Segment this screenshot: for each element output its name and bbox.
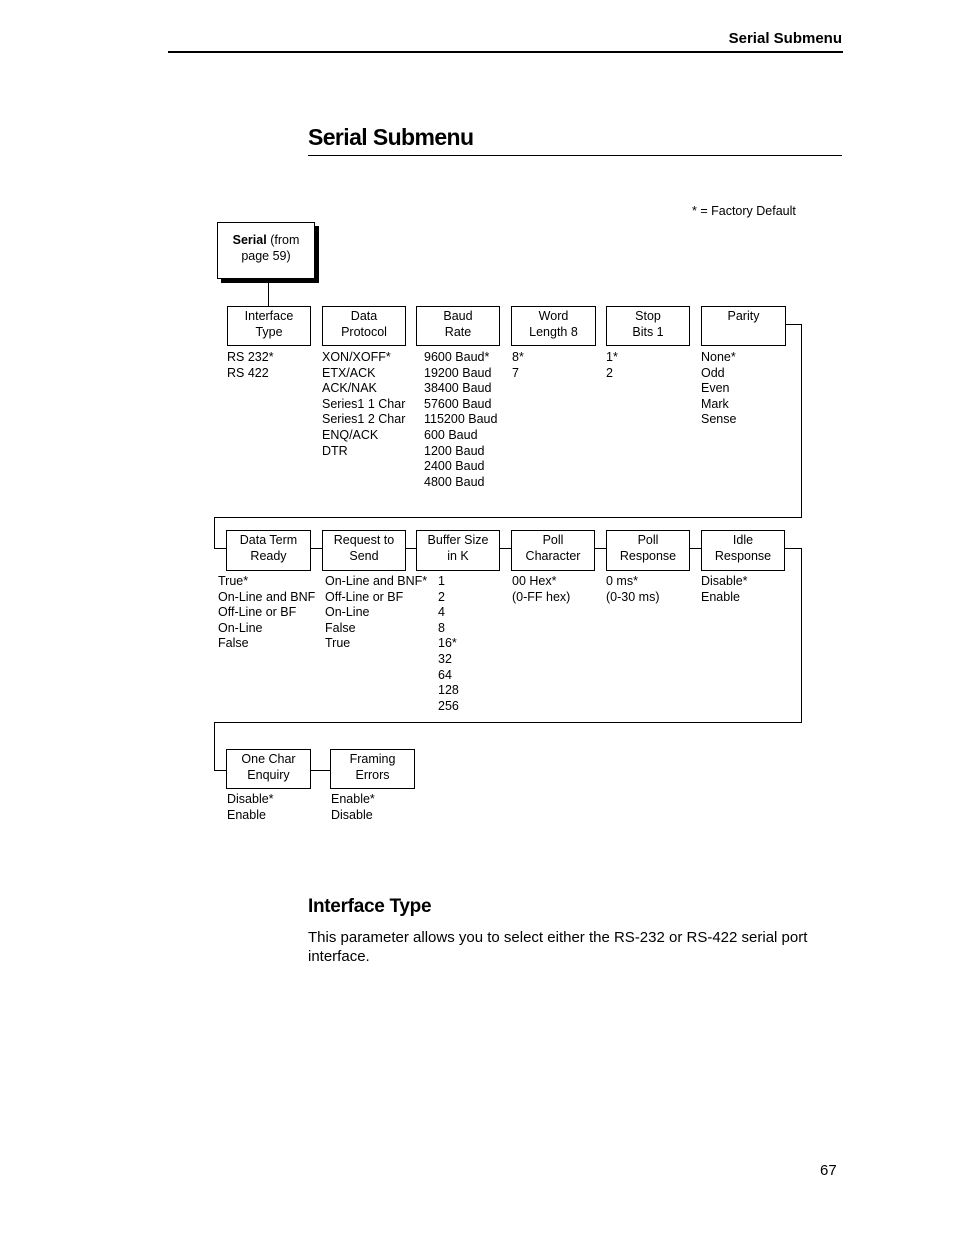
box-label-line: Send [349, 549, 379, 563]
data-term-ready-options [218, 574, 315, 652]
box-label-line: Enquiry [247, 768, 290, 782]
box-label-line: Word [538, 309, 569, 323]
running-header: Serial Submenu [728, 30, 842, 47]
connector-line [214, 770, 226, 771]
parity-box [701, 306, 786, 346]
connector-line [801, 548, 802, 723]
box-label-line: Framing [349, 752, 396, 766]
box-label-line: Parity [727, 309, 760, 323]
box-label-line: Interface [244, 309, 294, 323]
idle-response-box [701, 530, 785, 571]
option-item: Even [701, 381, 730, 396]
option-item: (0-FF hex) [512, 589, 571, 604]
option-item: On-Line and BNF* [325, 574, 428, 588]
request-to-send-options [325, 574, 427, 652]
option-item: Disable* [227, 792, 274, 806]
option-item: On-Line and BNF [218, 589, 316, 604]
option-item: 32 [438, 651, 452, 666]
box-label-line: Poll [542, 533, 564, 547]
box-label-line: Baud [443, 309, 473, 323]
framing-errors-options [331, 792, 375, 823]
option-item: 1 [438, 574, 445, 588]
poll-character-options [512, 574, 570, 605]
poll-response-box [606, 530, 690, 571]
word-length-box [511, 306, 596, 346]
request-to-send-box [322, 530, 406, 571]
header-rule [168, 51, 843, 53]
option-item: 0 ms* [606, 574, 638, 588]
connector-line [311, 770, 330, 771]
title-rule [308, 155, 842, 156]
option-item: 4 [438, 605, 445, 620]
connector-line [268, 283, 269, 306]
box-label-line: Type [255, 325, 283, 339]
section-heading: Interface Type [308, 896, 432, 917]
option-item: 256 [438, 698, 459, 713]
option-item: Series1 2 Char [322, 412, 406, 427]
interface-type-box [227, 306, 311, 346]
option-item: RS 422 [227, 365, 269, 380]
option-item: Disable [331, 807, 373, 822]
baud-rate-box [416, 306, 500, 346]
data-protocol-options [322, 350, 405, 459]
connector-line [214, 722, 215, 771]
option-item: 2 [606, 365, 613, 380]
option-item: 8 [438, 620, 445, 635]
box-label-line: Request to [333, 533, 395, 547]
serial-root-box [217, 222, 315, 279]
option-item: False [218, 636, 249, 651]
poll-response-options [606, 574, 659, 605]
parity-options [701, 350, 736, 428]
interface-type-options [227, 350, 274, 381]
box-label-line: Buffer Size [427, 533, 489, 547]
connector-line [406, 548, 416, 549]
option-item: 1* [606, 350, 618, 364]
box-label-line: Rate [444, 325, 472, 339]
factory-default-note: * = Factory Default [692, 204, 796, 218]
box-label-line: Response [714, 549, 772, 563]
box-label-line: Character [525, 549, 581, 563]
one-char-enquiry-box [226, 749, 311, 789]
option-item: 00 Hex* [512, 574, 557, 588]
option-item: Off-Line or BF [218, 605, 297, 620]
option-item: 1200 Baud [424, 443, 485, 458]
option-item: 8* [512, 350, 524, 364]
option-item: Mark [701, 396, 729, 411]
stop-bits-options [606, 350, 618, 381]
buffer-size-options [438, 574, 459, 714]
option-item: RS 232* [227, 350, 274, 364]
connector-line [786, 324, 802, 325]
connector-line [214, 517, 215, 549]
box-label-line: One Char [241, 752, 296, 766]
one-char-enquiry-options [227, 792, 274, 823]
box-label-line: Errors [355, 768, 390, 782]
option-item: 2 [438, 589, 445, 604]
box-label-line: Data [350, 309, 378, 323]
option-item: Disable* [701, 574, 748, 588]
option-item: Enable [701, 589, 740, 604]
root-subtitle: (from page 59) [241, 233, 300, 263]
word-length-options [512, 350, 524, 381]
option-item: Off-Line or BF [325, 589, 404, 604]
option-item: Enable [227, 807, 266, 822]
connector-line [214, 517, 802, 518]
option-item: DTR [322, 443, 348, 458]
option-item: ENQ/ACK [322, 427, 379, 442]
connector-line [311, 548, 322, 549]
option-item: 16* [438, 636, 457, 651]
option-item: On-Line [218, 620, 263, 635]
option-item: 9600 Baud* [424, 350, 490, 364]
option-item: ACK/NAK [322, 381, 377, 396]
box-label-line: Ready [250, 549, 287, 563]
connector-line [500, 548, 511, 549]
box-label-line: Length 8 [529, 325, 578, 339]
option-item: Odd [701, 365, 725, 380]
box-label-line: in K [447, 549, 469, 563]
option-item: True* [218, 574, 249, 588]
data-protocol-box [322, 306, 406, 346]
page-number: 67 [820, 1162, 837, 1179]
option-item: Series1 1 Char [322, 396, 406, 411]
option-item: On-Line [325, 605, 370, 620]
option-item: True [325, 636, 351, 651]
baud-rate-options [424, 350, 497, 490]
box-label-line: Response [619, 549, 677, 563]
option-item: 64 [438, 667, 452, 682]
box-label-line: Poll [637, 533, 659, 547]
option-item: 4800 Baud [424, 474, 485, 489]
connector-line [595, 548, 606, 549]
option-item: 600 Baud [424, 427, 478, 442]
framing-errors-box [330, 749, 415, 789]
box-label-line: Idle [732, 533, 754, 547]
option-item: Sense [701, 412, 737, 427]
box-label-line: Stop [635, 309, 661, 323]
poll-character-box [511, 530, 595, 571]
data-term-ready-box [226, 530, 311, 571]
box-label-line: Data Term [239, 533, 298, 547]
connector-line [214, 722, 802, 723]
section-body: This parameter allows you to select either the RS-232 or RS-422 serial port interface. [308, 929, 808, 965]
option-item: None* [701, 350, 736, 364]
stop-bits-box [606, 306, 690, 346]
option-item: 115200 Baud [424, 412, 498, 427]
option-item: 7 [512, 365, 519, 380]
root-name: Serial [232, 233, 267, 247]
connector-line [801, 324, 802, 518]
connector-line [214, 548, 226, 549]
option-item: 128 [438, 683, 459, 698]
connector-line [690, 548, 701, 549]
buffer-size-box [416, 530, 500, 571]
option-item: XON/XOFF* [322, 350, 391, 364]
option-item: ETX/ACK [322, 365, 376, 380]
box-label-line: Bits 1 [632, 325, 664, 339]
box-label-line: Protocol [341, 325, 387, 339]
option-item: Enable* [331, 792, 375, 806]
option-item: 57600 Baud [424, 396, 492, 411]
option-item: 38400 Baud [424, 381, 492, 396]
option-item: 19200 Baud [424, 365, 492, 380]
connector-line [785, 548, 802, 549]
option-item: False [325, 620, 356, 635]
option-item: 2400 Baud [424, 459, 485, 474]
idle-response-options [701, 574, 748, 605]
page-title: Serial Submenu [308, 124, 474, 150]
option-item: (0-30 ms) [606, 589, 660, 604]
